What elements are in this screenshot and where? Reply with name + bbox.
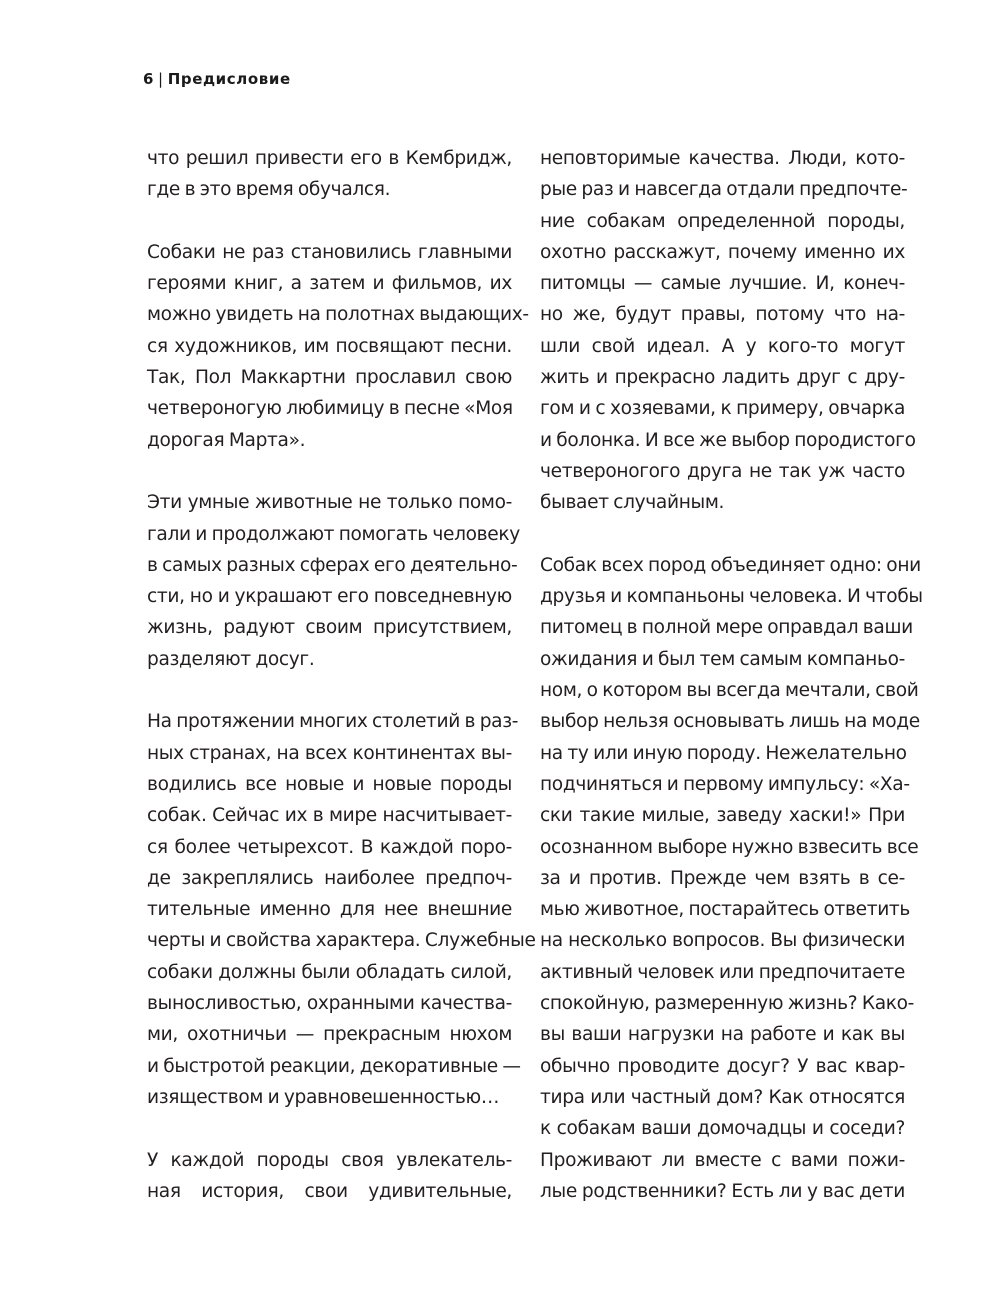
text-line: питомец в полной мере оправдал ваши	[540, 617, 913, 639]
text-line: ная история, свои удивительные,	[147, 1180, 512, 1202]
text-line: гом и с хозяевами, к примеру, овчарка	[540, 398, 905, 420]
text-line: ние собакам определенной породы,	[540, 210, 905, 232]
text-line: мью животное, постарайтесь ответить	[540, 899, 911, 921]
text-line: ся более четырехсот. В каждой поро-	[147, 836, 512, 858]
text-line: друзья и компаньоны человека. И чтобы	[540, 586, 923, 608]
text-line: выбор нельзя основывать лишь на моде	[540, 711, 920, 733]
text-line: собак. Сейчас их в мире насчитывает-	[147, 805, 512, 827]
right-column	[540, 143, 923, 1207]
text-line: обычно проводите досуг? У вас квар-	[540, 1055, 905, 1077]
text-line: осознанном выборе нужно взвесить все	[540, 836, 919, 858]
text-line: питомцы — самые лучшие. И, конеч-	[540, 273, 905, 295]
text-line: дорогая Марта».	[147, 429, 306, 451]
text-line: спокойную, размеренную жизнь? Како-	[540, 993, 915, 1015]
text-line: активный человек или предпочитаете	[540, 961, 905, 983]
paragraph	[147, 706, 536, 1113]
section-title: Предисловие	[167, 70, 291, 88]
paragraph	[540, 143, 916, 519]
text-line: можно увидеть на полотнах выдающих-	[147, 304, 529, 326]
text-line: ся художников, им посвящают песни.	[147, 335, 512, 357]
text-line: на ту или иную породу. Нежелательно	[540, 742, 907, 764]
text-line: бывает случайным.	[540, 492, 725, 514]
text-line: изяществом и уравновешенностью…	[147, 1086, 500, 1108]
paragraph	[540, 550, 923, 1207]
left-column	[147, 143, 536, 1207]
paragraph	[147, 237, 529, 456]
text-line: героями книг, а затем и фильмов, их	[147, 273, 512, 295]
text-line: ных странах, на всех континентах вы-	[147, 742, 512, 764]
text-line: лые родственники? Есть ли у вас дети	[540, 1180, 905, 1202]
text-line: Проживают ли вместе с вами пожи-	[540, 1149, 905, 1171]
text-line: за и против. Прежде чем взять в се-	[540, 867, 905, 889]
text-line: черты и свойства характера. Служебные	[147, 930, 536, 952]
text-line: гали и продолжают помогать человеку	[147, 523, 520, 545]
text-line: к собакам ваши домочадцы и соседи?	[540, 1118, 905, 1140]
text-line: где в это время обучался.	[147, 179, 391, 201]
text-line: и болонка. И все же выбор породистого	[540, 429, 916, 451]
text-line: шли свой идеал. А у кого-то могут	[540, 335, 905, 357]
text-line: водились все новые и новые породы	[147, 773, 512, 795]
text-line: и быстротой реакции, декоративные —	[147, 1055, 521, 1077]
text-line: ми, охотничьи — прекрасным нюхом	[147, 1024, 512, 1046]
text-line: тительные именно для нее внешние	[147, 899, 512, 921]
text-line: жизнь, радуют своим присутствием,	[147, 617, 512, 639]
running-header	[143, 70, 291, 88]
text-line: Собак всех пород объединяет одно: они	[540, 554, 921, 576]
text-line: тира или частный дом? Как относятся	[540, 1086, 905, 1108]
text-line: подчиняться и первому импульсу: «Ха-	[540, 773, 910, 795]
text-line: выносливостью, охранными качества-	[147, 993, 512, 1015]
text-line: Эти умные животные не только помо-	[147, 492, 512, 514]
text-line: охотно расскажут, почему именно их	[540, 241, 905, 263]
text-line: де закреплялись наиболее предпоч-	[147, 867, 512, 889]
text-line: в самых разных сферах его деятельно-	[147, 554, 518, 576]
text-line: что решил привести его в Кембридж,	[147, 148, 512, 169]
page-number: 6	[143, 70, 155, 88]
text-line: но же, будут правы, потому что на-	[540, 304, 905, 326]
text-line: Собаки не раз становились главными	[147, 241, 512, 263]
text-line: Так, Пол Маккартни прославил свою	[147, 367, 512, 389]
header-separator: |	[158, 70, 164, 88]
text-line: неповторимые качества. Люди, кото-	[540, 148, 905, 169]
text-line: собаки должны были обладать силой,	[147, 961, 512, 983]
text-line: ски такие милые, заведу хаски!» При	[540, 805, 905, 827]
text-line: разделяют досуг.	[147, 648, 315, 670]
paragraph	[147, 143, 512, 206]
text-line: жить и прекрасно ладить друг с дру-	[540, 367, 905, 389]
text-line: на несколько вопросов. Вы физически	[540, 930, 905, 952]
text-line: На протяжении многих столетий в раз-	[147, 711, 519, 733]
text-line: вы ваши нагрузки на работе и как вы	[540, 1024, 905, 1046]
text-line: ожидания и был тем самым компаньо-	[540, 648, 905, 670]
text-line: четвероногую любимицу в песне «Моя	[147, 398, 513, 420]
text-line: рые раз и навсегда отдали предпочте-	[540, 179, 908, 201]
paragraph	[147, 1145, 512, 1208]
paragraph	[147, 487, 520, 675]
text-line: сти, но и украшают его повседневную	[147, 586, 512, 608]
text-line: четвероногого друга не так уж часто	[540, 460, 905, 482]
text-line: ном, о котором вы всегда мечтали, свой	[540, 680, 919, 702]
text-line: У каждой породы своя увлекатель-	[147, 1149, 512, 1171]
